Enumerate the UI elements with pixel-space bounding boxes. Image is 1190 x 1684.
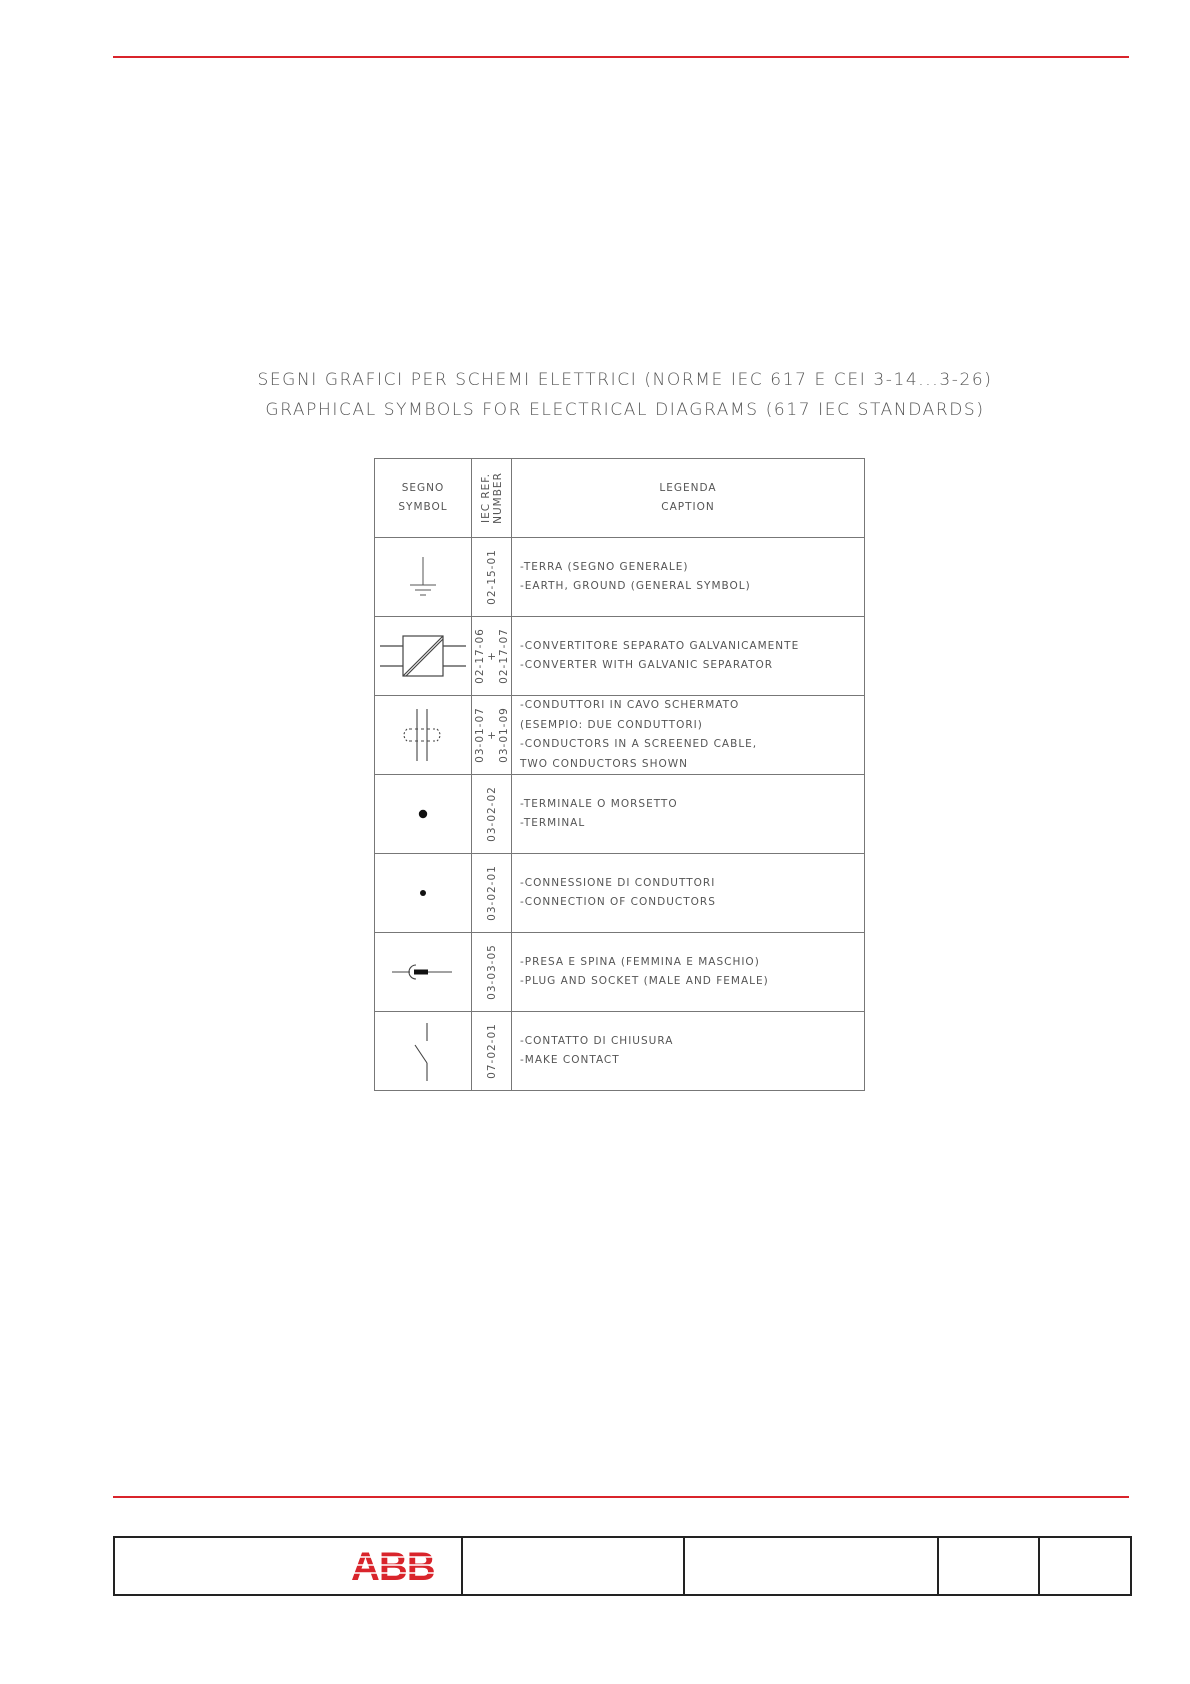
caption-line: -CONDUCTORS IN A SCREENED CABLE, bbox=[520, 738, 758, 750]
caption-line: TWO CONDUCTORS SHOWN bbox=[520, 757, 688, 770]
ref-number: 03-01-09 bbox=[497, 707, 510, 763]
caption-line: -TERRA (SEGNO GENERALE) bbox=[520, 560, 689, 573]
caption-cell bbox=[512, 854, 865, 933]
header-caption-it: LEGENDA bbox=[659, 482, 717, 494]
caption-line: (ESEMPIO: DUE CONDUTTORI) bbox=[520, 718, 703, 731]
svg-text:ABB: ABB bbox=[351, 1546, 435, 1584]
ref-number: 02-15-01 bbox=[485, 549, 498, 605]
caption-line: -PLUG AND SOCKET (MALE AND FEMALE) bbox=[520, 975, 769, 987]
caption-cell bbox=[512, 617, 865, 696]
earth-ground-icon bbox=[375, 538, 472, 617]
header-symbol bbox=[375, 459, 472, 538]
caption-line: -PRESA E SPINA (FEMMINA E MASCHIO) bbox=[520, 955, 760, 968]
caption-line: -CONVERTER WITH GALVANIC SEPARATOR bbox=[520, 659, 774, 671]
screened-cable-icon bbox=[375, 696, 472, 775]
footer-cell bbox=[1040, 1538, 1130, 1594]
ref-plus: + bbox=[485, 730, 498, 740]
table-row bbox=[375, 696, 865, 775]
terminal-dot-icon bbox=[375, 775, 472, 854]
caption-line: -CONNECTION OF CONDUCTORS bbox=[520, 896, 716, 908]
footer-cell bbox=[939, 1538, 1040, 1594]
header-ref-2: NUMBER bbox=[491, 472, 504, 524]
ref-number: 02-17-06 bbox=[473, 628, 486, 684]
caption-line: -EARTH, GROUND (GENERAL SYMBOL) bbox=[520, 580, 751, 592]
caption-cell bbox=[512, 696, 865, 775]
top-red-rule bbox=[113, 56, 1129, 58]
caption-cell bbox=[512, 775, 865, 854]
ref-cell bbox=[472, 933, 512, 1012]
table-header-row bbox=[375, 459, 865, 538]
plug-socket-icon bbox=[375, 933, 472, 1012]
converter-icon bbox=[375, 617, 472, 696]
caption-cell bbox=[512, 1012, 865, 1091]
ref-number: 07-02-01 bbox=[485, 1023, 498, 1079]
make-contact-icon bbox=[375, 1012, 472, 1091]
table-row bbox=[375, 617, 865, 696]
bottom-red-rule bbox=[113, 1496, 1129, 1498]
caption-cell bbox=[512, 538, 865, 617]
ref-cell bbox=[472, 1012, 512, 1091]
abb-logo bbox=[351, 1546, 437, 1584]
footer-cell bbox=[685, 1538, 939, 1594]
connection-dot-icon bbox=[375, 854, 472, 933]
ref-cell bbox=[472, 775, 512, 854]
ref-number: 03-01-07 bbox=[473, 707, 486, 763]
caption-line: -MAKE CONTACT bbox=[520, 1054, 620, 1066]
header-caption-en: CAPTION bbox=[661, 501, 715, 513]
table-row bbox=[375, 1012, 865, 1091]
footer-cell bbox=[463, 1538, 685, 1594]
footer-logo-cell bbox=[115, 1538, 463, 1594]
header-ref-1: IEC REF. bbox=[479, 472, 492, 524]
caption-line: -TERMINALE O MORSETTO bbox=[520, 797, 678, 810]
ref-number: 03-02-01 bbox=[485, 865, 498, 921]
ref-number: 02-17-07 bbox=[497, 628, 510, 684]
table-row bbox=[375, 775, 865, 854]
header-ref bbox=[472, 459, 512, 538]
ref-cell bbox=[472, 617, 512, 696]
table-row bbox=[375, 538, 865, 617]
ref-plus: + bbox=[485, 651, 498, 661]
caption-cell bbox=[512, 933, 865, 1012]
caption-line: -CONNESSIONE DI CONDUTTORI bbox=[520, 876, 716, 889]
caption-line: -CONVERTITORE SEPARATO GALVANICAMENTE bbox=[520, 639, 800, 652]
ref-number: 03-03-05 bbox=[485, 944, 498, 1000]
title-english: GRAPHICAL SYMBOLS FOR ELECTRICAL DIAGRAMS (617 IEC STANDARDS) bbox=[265, 400, 985, 420]
ref-cell bbox=[472, 538, 512, 617]
ref-number: 03-02-02 bbox=[485, 786, 498, 842]
table-row bbox=[375, 933, 865, 1012]
title-italian: SEGNI GRAFICI PER SCHEMI ELETTRICI (NORME IEC 617 E CEI 3-14...3-26) bbox=[257, 370, 993, 390]
caption-line: -TERMINAL bbox=[520, 817, 586, 829]
footer-title-block bbox=[113, 1536, 1132, 1596]
header-symbol-it: SEGNO bbox=[401, 482, 445, 494]
header-symbol-en: SYMBOL bbox=[398, 501, 448, 513]
ref-cell bbox=[472, 696, 512, 775]
ref-cell bbox=[472, 854, 512, 933]
header-caption bbox=[512, 459, 865, 538]
table-row bbox=[375, 854, 865, 933]
caption-line: -CONTATTO DI CHIUSURA bbox=[520, 1034, 674, 1047]
symbols-table bbox=[374, 458, 865, 1091]
caption-line: -CONDUTTORI IN CAVO SCHERMATO bbox=[520, 699, 740, 711]
